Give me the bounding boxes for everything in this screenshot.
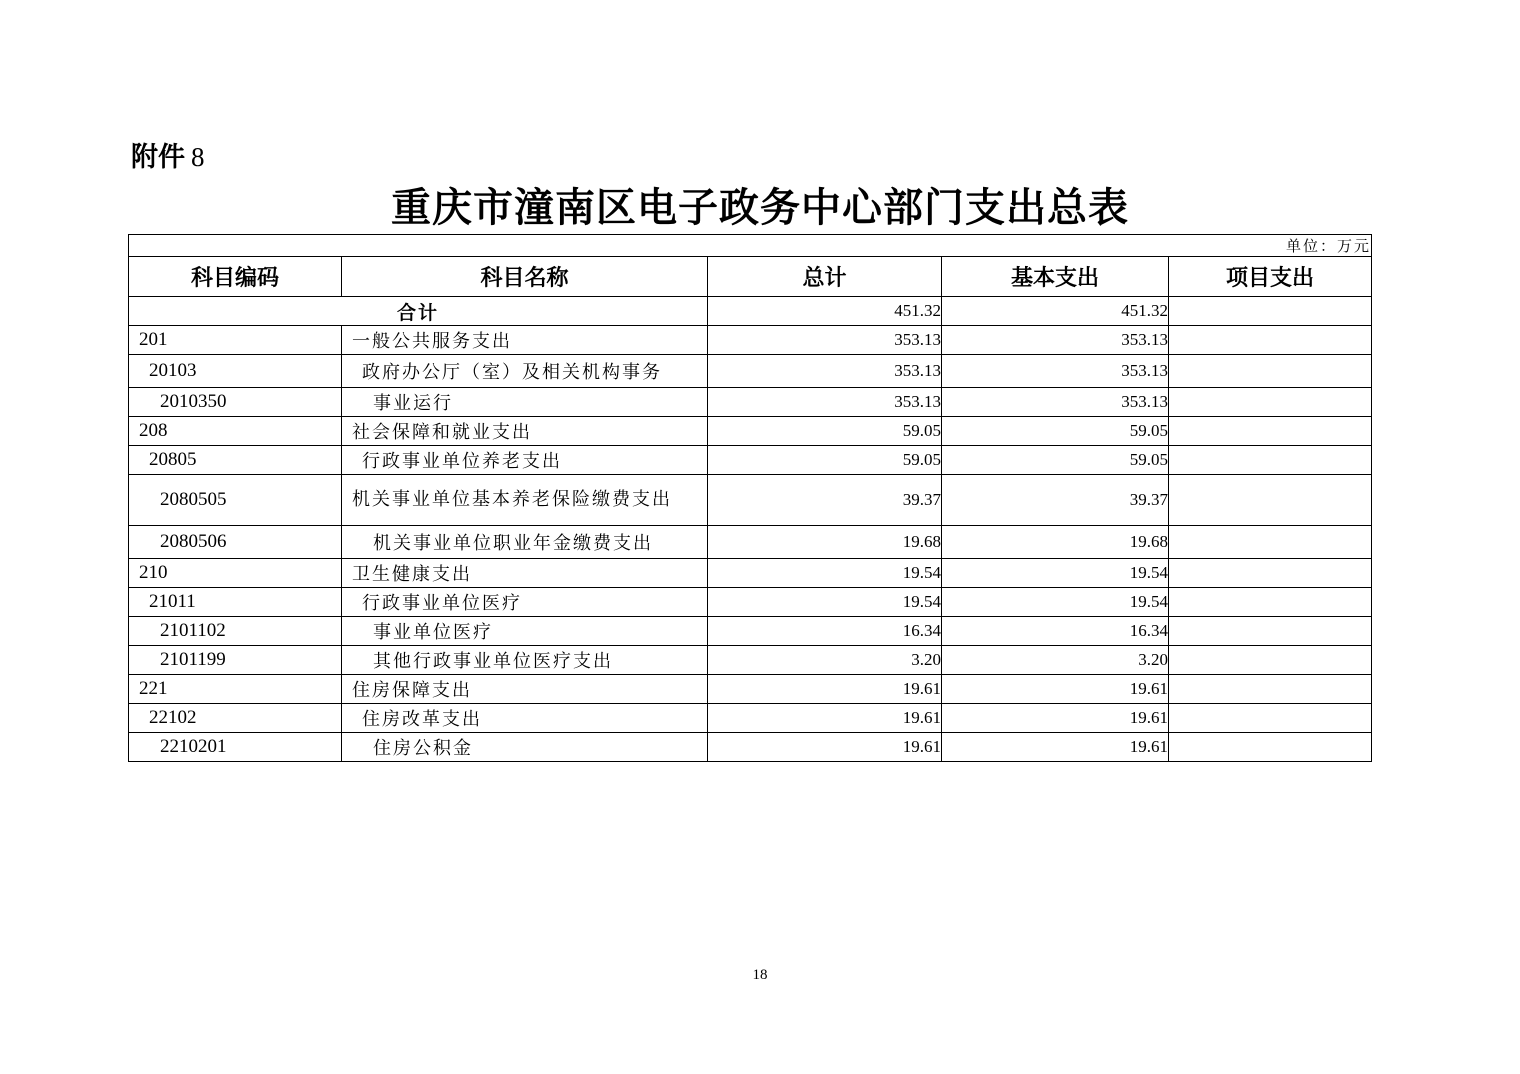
row-code: 2210201 xyxy=(129,733,342,762)
row-name: 社会保障和就业支出 xyxy=(342,417,708,446)
table-row xyxy=(129,355,1372,388)
table-row xyxy=(129,526,1372,559)
total-row xyxy=(129,297,1372,326)
row-project xyxy=(1169,646,1372,675)
row-project xyxy=(1169,475,1372,526)
row-basic: 19.61 xyxy=(942,675,1169,704)
row-total: 19.54 xyxy=(708,588,942,617)
row-code: 22102 xyxy=(129,704,342,733)
row-total: 353.13 xyxy=(708,326,942,355)
row-name: 卫生健康支出 xyxy=(342,559,708,588)
row-basic: 3.20 xyxy=(942,646,1169,675)
row-basic: 19.54 xyxy=(942,588,1169,617)
row-name: 机关事业单位职业年金缴费支出 xyxy=(342,526,708,559)
expenditure-table xyxy=(128,234,1372,762)
row-project xyxy=(1169,617,1372,646)
row-total: 19.61 xyxy=(708,704,942,733)
row-project xyxy=(1169,559,1372,588)
row-basic: 59.05 xyxy=(942,417,1169,446)
total-value: 451.32 xyxy=(708,297,942,326)
attachment-label xyxy=(131,135,205,174)
row-name: 住房公积金 xyxy=(342,733,708,762)
row-project xyxy=(1169,446,1372,475)
row-project xyxy=(1169,417,1372,446)
table-row xyxy=(129,388,1372,417)
row-basic: 59.05 xyxy=(942,446,1169,475)
row-name: 事业单位医疗 xyxy=(342,617,708,646)
row-basic: 353.13 xyxy=(942,326,1169,355)
row-name: 机关事业单位基本养老保险缴费支出 xyxy=(342,475,708,526)
attachment-label-text: 附件 xyxy=(131,142,185,173)
row-total: 19.68 xyxy=(708,526,942,559)
row-total: 59.05 xyxy=(708,446,942,475)
table-row xyxy=(129,617,1372,646)
table-row xyxy=(129,733,1372,762)
row-basic: 19.61 xyxy=(942,704,1169,733)
row-project xyxy=(1169,355,1372,388)
table-row xyxy=(129,559,1372,588)
row-total: 16.34 xyxy=(708,617,942,646)
row-name: 其他行政事业单位医疗支出 xyxy=(342,646,708,675)
row-basic: 16.34 xyxy=(942,617,1169,646)
row-basic: 353.13 xyxy=(942,355,1169,388)
column-header-total: 总计 xyxy=(708,257,942,297)
row-project xyxy=(1169,326,1372,355)
row-code: 2080506 xyxy=(129,526,342,559)
row-code: 21011 xyxy=(129,588,342,617)
row-code: 208 xyxy=(129,417,342,446)
row-project xyxy=(1169,675,1372,704)
row-basic: 19.54 xyxy=(942,559,1169,588)
row-basic: 39.37 xyxy=(942,475,1169,526)
row-name: 行政事业单位养老支出 xyxy=(342,446,708,475)
row-name: 住房改革支出 xyxy=(342,704,708,733)
row-name: 一般公共服务支出 xyxy=(342,326,708,355)
page-number: 18 xyxy=(752,967,768,983)
row-basic: 19.68 xyxy=(942,526,1169,559)
row-code: 20103 xyxy=(129,355,342,388)
row-name: 事业运行 xyxy=(342,388,708,417)
row-code: 201 xyxy=(129,326,342,355)
row-total: 19.61 xyxy=(708,733,942,762)
document-title: 重庆市潼南区电子政务中心部门支出总表 xyxy=(391,184,1129,231)
row-total: 59.05 xyxy=(708,417,942,446)
row-total: 19.54 xyxy=(708,559,942,588)
table-row xyxy=(129,417,1372,446)
column-header-project: 项目支出 xyxy=(1169,257,1372,297)
row-name: 政府办公厅（室）及相关机构事务 xyxy=(342,355,708,388)
row-name: 住房保障支出 xyxy=(342,675,708,704)
unit-label: 单位：万元 xyxy=(129,235,1372,257)
table-row xyxy=(129,446,1372,475)
row-project xyxy=(1169,733,1372,762)
row-code: 210 xyxy=(129,559,342,588)
row-total: 353.13 xyxy=(708,355,942,388)
total-project-value xyxy=(1169,297,1372,326)
table-row xyxy=(129,675,1372,704)
row-code: 221 xyxy=(129,675,342,704)
column-header-basic: 基本支出 xyxy=(942,257,1169,297)
table-row xyxy=(129,326,1372,355)
row-basic: 19.61 xyxy=(942,733,1169,762)
attachment-number: 8 xyxy=(191,142,205,172)
row-basic: 353.13 xyxy=(942,388,1169,417)
table-row xyxy=(129,475,1372,526)
row-project xyxy=(1169,526,1372,559)
total-label: 合计 xyxy=(129,297,708,326)
row-total: 353.13 xyxy=(708,388,942,417)
column-header-name: 科目名称 xyxy=(342,257,708,297)
row-total: 3.20 xyxy=(708,646,942,675)
row-total: 39.37 xyxy=(708,475,942,526)
row-project xyxy=(1169,704,1372,733)
column-header-code: 科目编码 xyxy=(129,257,342,297)
total-basic-value: 451.32 xyxy=(942,297,1169,326)
table-row xyxy=(129,704,1372,733)
row-code: 2101102 xyxy=(129,617,342,646)
row-code: 20805 xyxy=(129,446,342,475)
unit-row xyxy=(129,235,1372,257)
table-row xyxy=(129,588,1372,617)
row-total: 19.61 xyxy=(708,675,942,704)
table-row xyxy=(129,646,1372,675)
row-code: 2010350 xyxy=(129,388,342,417)
row-code: 2080505 xyxy=(129,475,342,526)
row-name: 行政事业单位医疗 xyxy=(342,588,708,617)
row-project xyxy=(1169,588,1372,617)
header-row xyxy=(129,257,1372,297)
row-code: 2101199 xyxy=(129,646,342,675)
row-project xyxy=(1169,388,1372,417)
